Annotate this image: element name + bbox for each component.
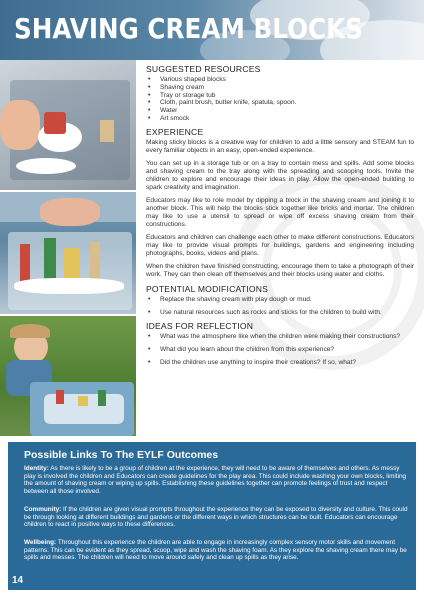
wellbeing-label: Wellbeing: <box>24 539 57 546</box>
list-item: • Shaving cream <box>146 84 414 92</box>
list-item: • Replace the shaving cream with play dough or mud. <box>146 296 414 304</box>
list-item: • Water <box>146 107 414 115</box>
identity-text: As there is likely to be a group of children at the experience, they will need to be aware of themselves and others. As messy play is involved the children and Educators can create guidelines for the play area. This could include washing your own blocks, limiting the amount of shaving cream or wiping up spills. Establishing these guidelines together can promote feelings of trust and respect between all those involved. <box>24 465 407 495</box>
photo-child-playing <box>0 316 136 436</box>
experience-paragraph: You can set up in a storage tub or on a tray to contain mess and spills. Add some blocks and shaving cream to the tray along with the spreading and scooping tools. Invite the children to explore and encourage their ideas in play. Allow the open-ended building to spark creativity and imagination. <box>146 159 414 191</box>
eylf-heading: Possible Links To The EYLF Outcomes <box>24 449 219 461</box>
modifications-list <box>146 296 414 317</box>
list-item: • Did the children use anything to inspire their creations? If so, what? <box>146 359 414 367</box>
page-title: SHAVING CREAM BLOCKS <box>14 12 363 45</box>
community-text: If the children are given visual prompts throughout the experience they can be exposed to diversity and culture. This could be through looking at different buildings and gardens or the different ways in which structures can be built. Educators can encourage children to react in positive ways to these differences. <box>24 506 408 529</box>
identity-label: Identity: <box>24 465 49 472</box>
experience-paragraph: Making sticky blocks is a creative way for children to add a little sensory and STEAM fun to every familiar objects in an easy, open-ended experience. <box>146 138 414 154</box>
content-column <box>146 62 414 372</box>
experience-paragraph: When the children have finished constructing, encourage them to take a photograph of their work. They can then clean off themselves and their blocks using water and cloths. <box>146 262 414 278</box>
header-banner <box>0 0 424 60</box>
suggested-resources-heading: SUGGESTED RESOURCES <box>146 64 261 74</box>
wellbeing-paragraph <box>24 539 412 562</box>
list-item: • Use natural resources such as rocks and sticks for the children to build with. <box>146 309 414 317</box>
list-item: • Art smock <box>146 115 414 123</box>
list-item: • Cloth, paint brush, butter knife, spatula, spoon. <box>146 99 414 107</box>
potential-modifications-heading: POTENTIAL MODIFICATIONS <box>146 283 269 294</box>
resources-list <box>146 76 414 123</box>
photo-shaving-cream-tray <box>0 60 136 190</box>
list-item: • Tray or storage tub <box>146 92 414 100</box>
community-paragraph <box>24 506 412 529</box>
list-item: • What was the atmosphere like when the children were making their constructions? <box>146 333 414 341</box>
wellbeing-text: Throughout this experience the children are able to engage in increasingly complex sensory motor skills and movement patterns. This can be evident as they spread, scoop, wipe and wash the shaving foam. As they explore the shaving cream there may be spills and messes. The children will need to move around safely and clean up spills as they arise. <box>24 539 407 562</box>
experience-paragraph: Educators may like to role model by dipping a block in the shaving cream and joining it to another block. This will help the blocks stick together like bricks and mortar. The children may like to use a utensil to spread or wipe off excess shaving cream from their constructions. <box>146 196 414 228</box>
list-item: • What did you learn about the children from this experience? <box>146 346 414 354</box>
photo-block-construction <box>0 192 136 314</box>
eylf-outcomes-box <box>8 442 416 590</box>
community-label: Community: <box>24 506 62 513</box>
experience-heading: EXPERIENCE <box>146 126 204 137</box>
ideas-for-reflection-heading: IDEAS FOR REFLECTION <box>146 321 254 332</box>
reflection-list <box>146 333 414 366</box>
page-number: 14 <box>12 575 24 586</box>
list-item: • Various shaped blocks <box>146 76 414 84</box>
experience-paragraph: Educators and children can challenge each other to make different constructions. Educators may like to provide visual prompts for buildings, gardens and engineering including photographs, books, videos and plans. <box>146 233 414 257</box>
identity-paragraph <box>24 465 412 495</box>
